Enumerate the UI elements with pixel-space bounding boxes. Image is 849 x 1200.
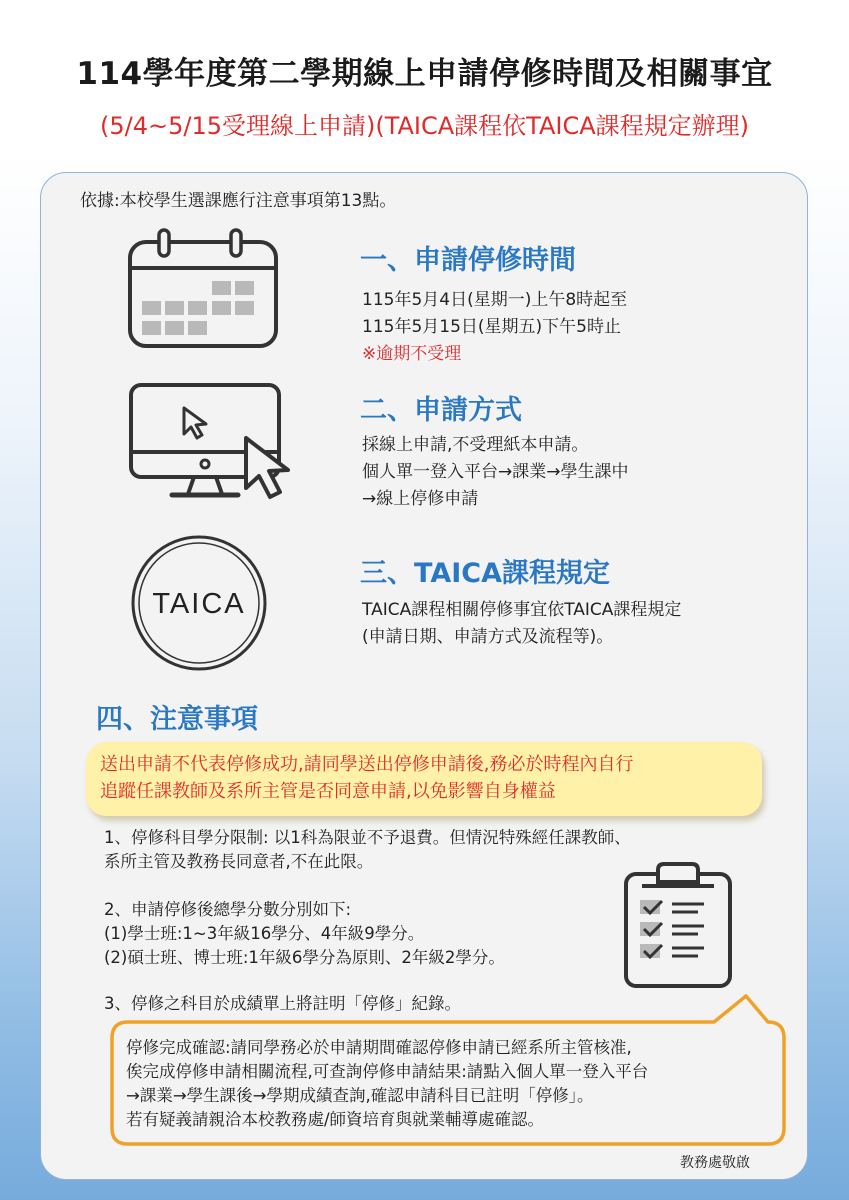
- confirmation-line: 停修完成確認:請同學務必於申請期間確認停修申請已經系所主管核准,: [126, 1038, 632, 1057]
- confirmation-text: [126, 1036, 766, 1132]
- section-2-line: →線上停修申請: [362, 489, 479, 509]
- section-1-line: 115年5月15日(星期五)下午5時止: [362, 317, 621, 337]
- note-item-1: [104, 826, 631, 874]
- taica-logo-text: TAICA: [152, 588, 246, 620]
- footer-signature: 教務處敬啟: [680, 1155, 750, 1171]
- highlight-line: 追蹤任課教師及系所主管是否同意申請,以免影響自身權益: [100, 781, 556, 802]
- section-1-text: [362, 287, 627, 368]
- highlight-line: 送出申請不代表停修成功,請同學送出停修申請後,務必於時程內自行: [100, 754, 634, 775]
- calendar-icon: [126, 228, 280, 352]
- section-1-warning: ※逾期不受理: [362, 344, 462, 364]
- highlight-box: [86, 742, 762, 816]
- confirmation-line: 若有疑義請親洽本校教務處/師資培育與就業輔導處確認。: [126, 1110, 545, 1129]
- note-line: (1)學士班:1~3年級16學分、4年級9學分。: [104, 924, 425, 943]
- clipboard-checklist-icon: [622, 858, 734, 990]
- section-2-title: 二、申請方式: [360, 395, 522, 426]
- page-subtitle: (5/4~5/15受理線上申請)(TAICA課程依TAICA課程規定辦理): [99, 112, 750, 140]
- section-2-text: [362, 432, 629, 513]
- notes-title: 四、注意事項: [96, 704, 258, 735]
- section-3-line: TAICA課程相關停修事宜依TAICA課程規定: [362, 600, 682, 620]
- note-line: (2)碩士班、博士班:1年級6學分為原則、2年級2學分。: [104, 948, 505, 967]
- basis-text: 依據:本校學生選課應行注意事項第13點。: [80, 191, 397, 211]
- note-line: 系所主管及教務長同意者,不在此限。: [104, 852, 374, 871]
- note-line: 1、停修科目學分限制: 以1科為限並不予退費。但情況特殊經任課教師、: [104, 828, 631, 847]
- section-1-title: 一、申請停修時間: [360, 245, 576, 276]
- section-2-line: 個人單一登入平台→課業→學生課中: [362, 462, 629, 482]
- note-item-3: 3、停修之科目於成績單上將註明「停修」紀錄。: [104, 994, 461, 1013]
- confirmation-line: →課業→學生課後→學期成績查詢,確認申請科目已註明「停修」。: [126, 1086, 594, 1105]
- section-3-line: (申請日期、申請方式及流程等)。: [362, 627, 614, 647]
- confirmation-line: 俟完成停修申請相關流程,可查詢停修申請結果:請點入個人單一登入平台: [126, 1062, 649, 1081]
- page-title: 114學年度第二學期線上申請停修時間及相關事宜: [76, 56, 773, 92]
- section-3-title: 三、TAICA課程規定: [360, 558, 610, 589]
- section-3-text: [362, 597, 681, 651]
- taica-logo: [130, 534, 268, 672]
- note-line: 2、申請停修後總學分數分別如下:: [104, 900, 352, 919]
- note-item-2: [104, 898, 505, 970]
- section-2-line: 採線上申請,不受理紙本申請。: [362, 435, 589, 455]
- computer-cursor-icon: [128, 382, 304, 504]
- section-1-line: 115年5月4日(星期一)上午8時起至: [362, 290, 628, 310]
